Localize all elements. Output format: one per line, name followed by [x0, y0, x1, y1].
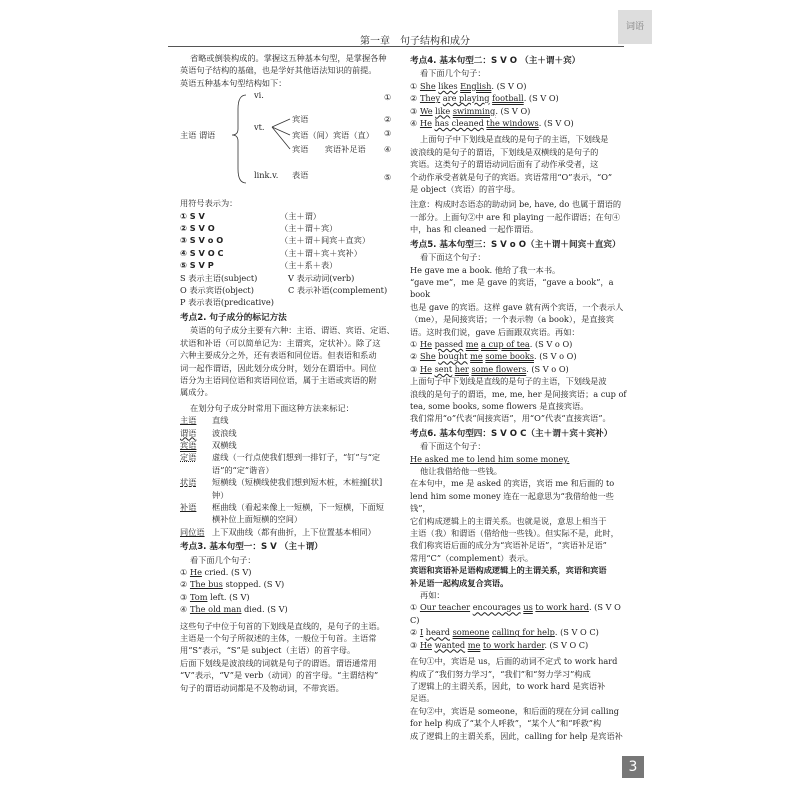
- pattern-desc: （主＋系＋表）: [280, 260, 338, 271]
- mark-name: 谓语: [180, 427, 197, 438]
- k6-intro: 看下面这个句子：: [420, 441, 486, 452]
- legend-item: S 表示主语(subject): [180, 272, 258, 283]
- k6-text-line: 常用“C”（complement）表示。: [410, 552, 534, 563]
- pattern-desc: （主＋谓）: [280, 210, 321, 221]
- symbols-title: 用符号表示为：: [180, 198, 238, 209]
- example-sentence: ① Our teacher encourages us to work hard. (S V O C): [410, 602, 621, 625]
- k2-text-line: 属成分。: [180, 387, 213, 398]
- k6-translation: 他让我借给他一些钱。: [420, 466, 502, 476]
- diagram-object: 宾语: [292, 114, 309, 125]
- k5-text-line: “gave me”，me 是 gave 的宾语，“gave a book”，a book: [410, 276, 614, 300]
- mark-row: [180, 439, 398, 451]
- k5-text2-line: 我们常用“o”代表“间接宾语”，用“O”代表“直接宾语”。: [410, 413, 611, 424]
- k3-text-line: 这些句子中位于句首的下划线是直线的，是句子的主语。: [180, 620, 385, 631]
- mark-desc: 框曲线（看起来像上一短横，下一短横，下面短: [212, 501, 384, 512]
- pattern-row: [180, 259, 398, 271]
- mark-desc: 虚线（一行点使我们想到一排钉子，“钉”与“定: [212, 452, 381, 463]
- intro-line: 英语五种基本句型结构如下：: [180, 77, 287, 88]
- pattern-row: [180, 222, 398, 234]
- k4-text-line: 上面句子中下划线是直线的是句子的主语，下划线是: [420, 134, 609, 145]
- k5-sentence: He gave me a book. 他给了我一本书。: [410, 264, 561, 275]
- chapter-header: 第一章 句子结构和成分: [360, 36, 470, 47]
- k3-text-line: 用“S”表示，“S”是 subject（主语）的首字母。: [180, 645, 356, 656]
- legend-item: C 表示补语(complement): [288, 285, 388, 296]
- diagram-predicative: 表语: [292, 170, 309, 181]
- k6-text2-line: for help 构成了“某个人呼救”，“某个人”和“呼救”构: [410, 718, 602, 729]
- mark-desc: 短横线（短横线使我们想到短木桩，木桩撞[状]: [212, 477, 383, 488]
- pattern-code: ③ S V o O: [180, 235, 224, 246]
- diagram-vi: vi.: [254, 90, 264, 101]
- example-sentence: ② The bus stopped. (S V): [180, 579, 285, 590]
- intro-line: 英语句子结构的基础，也是学好其他语法知识的前提。: [180, 65, 377, 76]
- k3-text-line: 后面下划线是波浪线的词就是句子的谓语。谓语通常用: [180, 657, 377, 668]
- k6-text2-line: 了逻辑上的主谓关系，因此，to work hard 是宾语补: [410, 680, 606, 691]
- k3-intro: 看下面几个句子：: [190, 554, 256, 565]
- example-sentence: ② They are playing football. (S V O): [410, 93, 559, 104]
- mark-name: 定语: [180, 452, 197, 463]
- publisher-logo: 词语: [618, 10, 652, 44]
- mark-name: [180, 464, 212, 476]
- k4-note-line: 注意：构成时态语态的助动词 be, have, do 也属于谓语的: [410, 199, 622, 210]
- section-heading-k3: 考点3. 基本句型一：S V （主＋谓）: [180, 542, 323, 553]
- mark-name: [180, 489, 212, 501]
- mark-desc: 钟）: [212, 489, 229, 500]
- diagram-num-4: ④: [384, 144, 392, 155]
- k6-sentence: He asked me to lend him some money.: [410, 453, 570, 464]
- mark-row: [180, 526, 398, 538]
- pattern-desc: （主＋谓＋宾＋宾补）: [280, 247, 362, 258]
- k4-intro: 看下面几个句子：: [420, 68, 486, 79]
- mark-name: 补语: [180, 501, 197, 512]
- mark-desc: 双横线: [212, 439, 237, 450]
- mark-name: 主语: [180, 415, 197, 426]
- k4-text-line: 是 object（宾语）的首字母。: [410, 184, 520, 195]
- k6-text2-line: 在句②中，宾语是 someone，和后面的现在分词 calling: [410, 705, 620, 716]
- pattern-row: [180, 247, 398, 259]
- pattern-code: ① S V: [180, 210, 205, 221]
- left-column: [180, 52, 398, 694]
- example-sentence: ② She bought me some books. (S V o O): [410, 351, 577, 362]
- example-sentence: ③ We like swimming. (S V O): [410, 105, 531, 116]
- k2-text-line: 六种主要成分之外，还有表语和同位语。但表语和系动: [180, 350, 377, 361]
- legend-row: [180, 284, 398, 296]
- k6-text-line: 在本句中，me 是 asked 的宾语，宾语 me 和后面的 to: [410, 478, 615, 489]
- example-sentence: ③ He wanted me to work harder. (S V O C): [410, 639, 589, 650]
- pattern-code: ④ S V O C: [180, 247, 224, 258]
- diagram-double-object: 宾语（间）宾语（直）: [292, 130, 374, 141]
- k5-text-line: 语。这时我们说，gave 后面跟双宾语。再如：: [410, 326, 580, 337]
- k5-intro: 看下面这个句子：: [420, 252, 486, 263]
- example-sentence: ③ He sent her some flowers. (S V o O): [410, 363, 569, 374]
- mark-row: [180, 489, 398, 501]
- k3-text-line: 句子的谓语动词都是不及物动词，不带宾语。: [180, 682, 344, 693]
- pattern-code: ② S V O: [180, 223, 215, 234]
- k6-rule-line: 补足语一起构成复合宾语。: [410, 577, 509, 588]
- mark-desc: 波浪线: [212, 427, 237, 438]
- section-heading-k4: 考点4. 基本句型二：S V O （主＋谓＋宾）: [410, 56, 581, 66]
- mark-name: 宾语: [180, 439, 197, 450]
- example-sentence: ④ The old man died. (S V): [180, 604, 288, 615]
- pattern-row: [180, 234, 398, 246]
- mark-row: [180, 464, 398, 476]
- k6-text-line: 它们构成逻辑上的主谓关系。也就是说，意思上相当于: [410, 515, 607, 526]
- k2-text-line: 词一起作谓语，因此划分成分时，划分在谓语中。同位: [180, 362, 377, 373]
- pattern-code: ⑤ S V P: [180, 260, 214, 271]
- pattern-desc: （主＋谓＋间宾＋直宾）: [280, 235, 371, 246]
- mark-desc: 语”的“定”谐音）: [212, 464, 274, 475]
- diagram-num-2: ②: [384, 114, 392, 125]
- k6-text2-line: 足语。: [410, 693, 435, 704]
- example-sentence: ② I heard someone calling for help. (S V O C): [410, 627, 599, 638]
- sentence-pattern-diagram: [180, 89, 398, 197]
- legend-row: [180, 296, 398, 308]
- k5-text-line: 也是 gave 的宾语。这样 gave 就有两个宾语，一个表示人: [410, 301, 624, 312]
- k6-text-line: lend him some money 连在一起意思为“我借给他一些钱”，: [410, 490, 614, 514]
- k6-text2-line: 成了逻辑上的主谓关系，因此，calling for help 是宾语补: [410, 730, 623, 741]
- diagram-num-5: ⑤: [384, 172, 392, 183]
- k5-text2-line: 浪线的是句子的谓语，me, me, her 是间接宾语；a cup of: [410, 388, 627, 399]
- header-rule: [168, 46, 624, 47]
- k4-text-line: 个动作承受者就是句子的宾语。宾语常用“O”表示，“O”: [410, 171, 613, 182]
- mark-desc: 横补位上面短横的空间）: [212, 514, 303, 525]
- mark-name: 同位语: [180, 526, 205, 537]
- pattern-desc: （主＋谓＋宾）: [280, 223, 338, 234]
- diagram-num-1: ①: [384, 92, 392, 103]
- mark-row: [180, 414, 398, 426]
- diagram-subject-predicate: 主语 谓语: [180, 130, 216, 141]
- diagram-object-complement: 宾语 宾语补足语: [292, 144, 366, 155]
- k6-text2-line: 构成了“我们努力学习”，“我们”和“努力学习”构成: [410, 668, 591, 679]
- k6-more: 再如：: [420, 590, 445, 601]
- example-sentence: ① He passed me a cup of tea. (S V o O): [410, 338, 573, 349]
- legend-item: V 表示动词(verb): [288, 272, 355, 283]
- pattern-row: [180, 210, 398, 222]
- k3-text-line: 主语是一个句子所叙述的主体，一般位于句首。主语常: [180, 633, 377, 644]
- k2-text-line: 英语的句子成分主要有六种：主语、谓语、宾语、定语、: [190, 325, 395, 336]
- diagram-linkv: link.v.: [254, 170, 279, 181]
- k4-note-line: 中，has 和 cleaned 一起作谓语。: [410, 224, 539, 235]
- k3-text-line: “V”表示，“V”是 verb（动词）的首字母。“主谓结构”: [180, 670, 379, 681]
- mark-desc: 上下双曲线（都有曲折，上下位置基本相同）: [212, 526, 376, 537]
- mark-desc: 直线: [212, 415, 229, 426]
- mark-name: [180, 513, 212, 525]
- section-heading-k2: 考点2. 句子成分的标记方法: [180, 312, 287, 323]
- k2-text-line: 状语和补语（可以简单记为：主谓宾，定状补）。除了这: [180, 337, 381, 348]
- mark-row: [180, 513, 398, 525]
- k4-text-line: 宾语。这类句子的谓语动词后面有了动作承受者，这: [410, 159, 599, 170]
- k6-text-line: 主语（我）和谓语（借给他一些钱）。但实际不是，此时，: [410, 528, 619, 539]
- k5-text2-line: 上面句子中下划线是直线的是句子的主语，下划线是波: [410, 376, 607, 387]
- k4-text-line: 波浪线的是句子的谓语，下划线是双横线的是句子的: [410, 146, 599, 157]
- k4-note-line: 一部分。上面句②中 are 和 playing 一起作谓语；在句④: [410, 211, 621, 222]
- page-number: 3: [622, 756, 644, 778]
- example-sentence: ③ Tom left. (S V): [180, 591, 250, 602]
- legend-item: P 表示表语(predicative): [180, 297, 274, 308]
- section-heading-k5: 考点5. 基本句型三：S V o O（主＋谓＋间宾＋直宾）: [410, 239, 621, 250]
- mark-name: 状语: [180, 477, 197, 488]
- example-sentence: ① She likes English. (S V O): [410, 80, 527, 91]
- k5-text2-line: tea, some books, some flowers 是直接宾语。: [410, 400, 589, 411]
- intro-line: 省略或倒装构成的。掌握这五种基本句型，是掌握各种: [190, 53, 387, 63]
- mark-row: [180, 476, 398, 488]
- k5-text-line: （me），是间接宾语；一个表示物（a book），是直接宾: [410, 314, 614, 325]
- mark-row: [180, 427, 398, 439]
- k6-text2-line: 在句①中，宾语是 us，后面的动词不定式 to work hard: [410, 656, 618, 667]
- diagram-vt: vt.: [254, 122, 265, 133]
- section-heading-k6: 考点6. 基本句型四：S V O C（主＋谓＋宾＋宾补）: [410, 428, 613, 439]
- right-column: [410, 52, 632, 742]
- mark-row: [180, 451, 398, 463]
- diagram-num-3: ③: [384, 128, 392, 139]
- legend-row: [180, 272, 398, 284]
- mark-row: [180, 501, 398, 513]
- k2-marks-intro: 在划分句子成分时常用下面这种方法来标记：: [190, 402, 354, 413]
- example-sentence: ① He cried. (S V): [180, 567, 252, 577]
- k2-text-line: 语分为主语同位语和宾语同位语，属于主语或宾语的附: [180, 374, 377, 385]
- legend-item: O 表示宾语(object): [180, 285, 254, 296]
- k6-rule-line: 宾语和宾语补足语构成逻辑上的主谓关系，宾语和宾语: [410, 565, 607, 576]
- k6-text-line: 我们称宾语后面的成分为“宾语补足语”，“宾语补足语”: [410, 540, 607, 551]
- example-sentence: ④ He has cleaned the windows. (S V O): [410, 118, 574, 129]
